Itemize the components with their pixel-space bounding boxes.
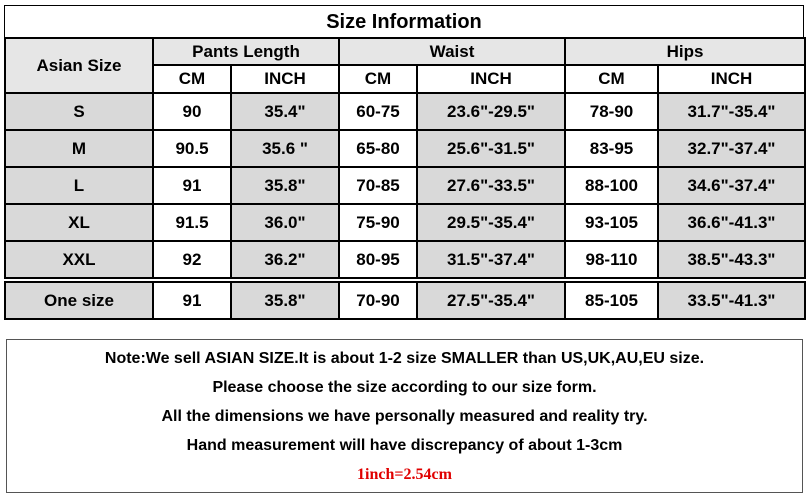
note-line-choose-size: Please choose the size according to our size form. (212, 378, 597, 396)
note-line-asian-size: Note:We sell ASIAN SIZE.It is about 1-2 size SMALLER than US,UK,AU,EU size. (104, 349, 705, 367)
pants-cm-cell: 91 (153, 282, 231, 319)
pants-cm-cell: 90.5 (153, 130, 231, 167)
waist-cm-cell: 80-95 (339, 241, 417, 278)
table-row (5, 241, 805, 278)
pants-cm-cell: 91.5 (153, 204, 231, 241)
waist-cm-cell: 60-75 (339, 93, 417, 130)
hips-cm-cell: 98-110 (565, 241, 658, 278)
waist-cm-cell: 65-80 (339, 130, 417, 167)
size-table (4, 37, 806, 320)
pants-inch-cell: 35.8" (231, 167, 339, 204)
hips-inch-cell: 34.6"-37.4" (658, 167, 805, 204)
note-line-discrepancy: Hand measurement will have discrepancy of about 1-3cm (186, 436, 623, 454)
size-label: XL (5, 204, 153, 241)
hips-cm-cell: 83-95 (565, 130, 658, 167)
waist-inch-cell: 29.5"-35.4" (417, 204, 565, 241)
pants-inch-cell: 36.0" (231, 204, 339, 241)
size-label: S (5, 93, 153, 130)
note-line-measured: All the dimensions we have personally measured and reality try. (161, 407, 648, 425)
header-waist: Waist (339, 38, 565, 65)
size-label: M (5, 130, 153, 167)
hips-inch-cell: 36.6"-41.3" (658, 204, 805, 241)
header-waist-inch: INCH (417, 65, 565, 93)
pants-inch-cell: 35.8" (231, 282, 339, 319)
header-hips-cm: CM (565, 65, 658, 93)
table-title: Size Information (4, 5, 804, 39)
header-pants-length: Pants Length (153, 38, 339, 65)
waist-cm-cell: 75-90 (339, 204, 417, 241)
hips-inch-cell: 38.5"-43.3" (658, 241, 805, 278)
size-label: L (5, 167, 153, 204)
header-hips: Hips (565, 38, 805, 65)
hips-inch-cell: 31.7"-35.4" (658, 93, 805, 130)
header-pants-cm: CM (153, 65, 231, 93)
size-label: XXL (5, 241, 153, 278)
table-row (5, 93, 805, 130)
waist-inch-cell: 25.6"-31.5" (417, 130, 565, 167)
pants-cm-cell: 91 (153, 167, 231, 204)
header-row-groups (5, 38, 805, 65)
header-waist-cm: CM (339, 65, 417, 93)
table-row (5, 130, 805, 167)
waist-inch-cell: 27.6"-33.5" (417, 167, 565, 204)
hips-cm-cell: 85-105 (565, 282, 658, 319)
header-asian-size: Asian Size (5, 38, 153, 93)
pants-cm-cell: 92 (153, 241, 231, 278)
waist-cm-cell: 70-85 (339, 167, 417, 204)
header-hips-inch: INCH (658, 65, 805, 93)
waist-inch-cell: 27.5"-35.4" (417, 282, 565, 319)
waist-cm-cell: 70-90 (339, 282, 417, 319)
waist-inch-cell: 23.6"-29.5" (417, 93, 565, 130)
hips-cm-cell: 93-105 (565, 204, 658, 241)
pants-inch-cell: 36.2" (231, 241, 339, 278)
unit-conversion-note: 1inch=2.54cm (357, 465, 452, 483)
hips-inch-cell: 33.5"-41.3" (658, 282, 805, 319)
header-pants-inch: INCH (231, 65, 339, 93)
hips-cm-cell: 78-90 (565, 93, 658, 130)
table-row (5, 204, 805, 241)
pants-inch-cell: 35.4" (231, 93, 339, 130)
hips-cm-cell: 88-100 (565, 167, 658, 204)
size-label: One size (5, 282, 153, 319)
waist-inch-cell: 31.5"-37.4" (417, 241, 565, 278)
pants-cm-cell: 90 (153, 93, 231, 130)
pants-inch-cell: 35.6 " (231, 130, 339, 167)
notes-box (6, 339, 803, 493)
hips-inch-cell: 32.7"-37.4" (658, 130, 805, 167)
table-row-one-size (5, 282, 805, 319)
table-row (5, 167, 805, 204)
